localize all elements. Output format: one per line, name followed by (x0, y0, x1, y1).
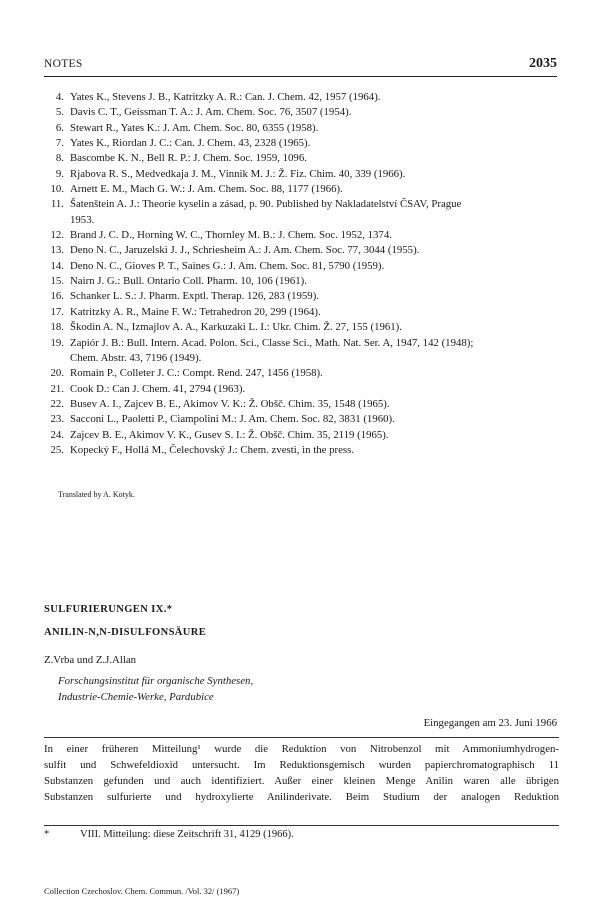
reference-text (64, 121, 559, 136)
reference-text (64, 305, 559, 320)
reference-number: 24. (50, 428, 64, 441)
translator-credit: Translated by A. Kotyk. (58, 490, 135, 499)
footnote-mark: * (44, 829, 50, 840)
reference-item (44, 182, 559, 197)
reference-line: Schanker L. S.: J. Pharm. Exptl. Therap. 126, 283 (1959). (70, 290, 319, 303)
reference-text (64, 274, 559, 289)
reference-text (64, 182, 559, 197)
footnote-text: VIII. Mitteilung: diese Zeitschrift 31, 4129 (1966). (80, 829, 294, 840)
reference-item (44, 366, 559, 381)
reference-item (44, 151, 559, 166)
reference-item (44, 443, 559, 458)
reference-item (44, 336, 559, 367)
reference-text (64, 366, 559, 381)
received-date: Eingegangen am 23. Juni 1966 (423, 717, 557, 729)
reference-line: Rjabova R. S., Medvedkaja J. M., Vinnik M. J.: Ž. Fiz. Chim. 40, 339 (1966). (70, 167, 406, 180)
reference-item (44, 274, 559, 289)
reference-line: Zajcev B. E., Akimov V. K., Gusev S. I.: Ž. Obšč. Chim. 35, 2119 (1965). (70, 428, 389, 441)
reference-line: Brand J. C. D., Horning W. C., Thornley M. B.: J. Chem. Soc. 1952, 1374. (70, 229, 392, 242)
reference-line: 1953. (70, 213, 95, 226)
reference-text (64, 289, 559, 304)
reference-text (64, 90, 559, 105)
reference-text (64, 259, 559, 274)
reference-text (64, 228, 559, 243)
reference-list (44, 90, 559, 458)
article-authors: Z.Vrba und Z.J.Allan (44, 654, 137, 666)
reference-number: 19. (50, 336, 64, 349)
reference-number: 23. (50, 413, 64, 426)
article-subtitle: ANILIN-N,N-DISULFONSÄURE (44, 627, 207, 638)
running-header (44, 56, 557, 77)
reference-item (44, 136, 559, 151)
reference-item (44, 228, 559, 243)
reference-text (64, 320, 559, 335)
reference-number: 10. (50, 183, 64, 196)
reference-line: Deno N. C., Jaruzelski J. J., Schriesheim A.: J. Am. Chem. Soc. 77, 3044 (1955). (70, 244, 420, 257)
reference-line: Yates K., Riordan J. C.: Can. J. Chem. 43, 2328 (1965). (70, 137, 311, 150)
article-title: SULFURIERUNGEN IX.* (44, 604, 173, 615)
reference-number: 12. (50, 229, 64, 242)
reference-number: 25. (50, 443, 64, 456)
reference-number: 17. (50, 305, 64, 318)
reference-number: 6. (55, 121, 64, 134)
reference-line: Škodin A. N., Izmajlov A. A., Karkuzaki L. I.: Ukr. Chim. Ž. 27, 155 (1961). (70, 321, 402, 334)
reference-text (64, 151, 559, 166)
reference-line: Sacconi L., Paoletti P., Ciampolini M.: J. Am. Chem. Soc. 82, 3831 (1960). (70, 413, 395, 426)
reference-number: 16. (50, 290, 64, 303)
institution-line: Forschungsinstitut für organische Synthesen, (58, 675, 254, 687)
reference-text (64, 197, 559, 228)
reference-item (44, 397, 559, 412)
reference-item (44, 428, 559, 443)
page-number: 2035 (529, 56, 557, 71)
reference-line: Yates K., Stevens J. B., Katritzky A. R.: Can. J. Chem. 42, 1957 (1964). (70, 91, 381, 103)
reference-text (64, 443, 559, 458)
reference-text (64, 105, 559, 120)
reference-line: Busev A. I., Zajcev B. E., Akimov V. K.: Ž. Obšč. Chim. 35, 1548 (1965). (70, 397, 390, 410)
body-line: In einer früheren Mitteilung¹ wurde die Reduktion von Nitrobenzol mit Ammoniumhydrogen- (44, 743, 559, 755)
reference-line: Katritzky A. R., Maine F. W.: Tetrahedron 20, 299 (1964). (70, 305, 321, 318)
institution (58, 674, 253, 705)
reference-number: 21. (50, 382, 64, 395)
institution-line: Industrie-Chemie-Werke, Pardubice (58, 690, 214, 703)
reference-text (64, 167, 559, 182)
reference-item (44, 105, 559, 120)
reference-text (64, 428, 559, 443)
reference-item (44, 121, 559, 136)
reference-line: Arnett E. M., Mach G. W.: J. Am. Chem. Soc. 88, 1177 (1966). (70, 183, 343, 196)
article-body (44, 737, 559, 805)
reference-text (64, 336, 559, 367)
reference-number: 7. (55, 137, 64, 150)
reference-line: Cook D.: Can J. Chem. 41, 2794 (1963). (70, 382, 246, 395)
section-label: NOTES (44, 58, 83, 70)
reference-item (44, 412, 559, 427)
reference-item (44, 243, 559, 258)
reference-text (64, 382, 559, 397)
reference-item (44, 259, 559, 274)
reference-text (64, 243, 559, 258)
reference-item (44, 382, 559, 397)
reference-number: 8. (55, 152, 64, 165)
journal-footer: Collection Czechoslov. Chem. Commun. /Vol. 32/ (1967) (44, 886, 240, 896)
body-line: Substanzen gefunden und auch identifiziert. Außer einer kleinen Menge Anilin waren alle übrigen (44, 775, 559, 787)
reference-text (64, 397, 559, 412)
reference-number: 11. (50, 198, 64, 211)
reference-number: 13. (50, 244, 64, 257)
reference-line: Deno N. C., Gioves P. T., Saines G.: J. Am. Chem. Soc. 81, 5790 (1959). (70, 259, 385, 272)
reference-item (44, 289, 559, 304)
reference-line: Bascombe K. N., Bell R. P.: J. Chem. Soc. 1959, 1096. (70, 152, 307, 165)
reference-text (64, 412, 559, 427)
reference-item (44, 320, 559, 335)
reference-number: 4. (55, 91, 64, 103)
body-line: Substanzen sulfurierte und hydroxylierte Anilinderivate. Beim Studium der analogen Reduktion (44, 791, 559, 803)
reference-item (44, 167, 559, 182)
reference-number: 22. (50, 397, 64, 410)
reference-line: Nairn J. G.: Bull. Ontario Coll. Pharm. 10, 106 (1961). (70, 275, 307, 288)
reference-line: Šatenštein A. J.: Theorie kyselin a zásad, p. 90. Published by Nakladatelství ČSAV, Prague (70, 198, 462, 211)
reference-line: Zapiór J. B.: Bull. Intern. Acad. Polon. Sci., Classe Sci., Math. Nat. Ser. A, 1947, 142 (1948); (70, 336, 474, 349)
reference-item (44, 90, 559, 105)
reference-number: 5. (55, 106, 64, 119)
reference-line: Chem. Abstr. 43, 7196 (1949). (70, 351, 202, 364)
reference-number: 20. (50, 367, 64, 380)
reference-number: 18. (50, 321, 64, 334)
reference-number: 14. (50, 259, 64, 272)
reference-number: 9. (55, 167, 64, 180)
reference-line: Davis C. T., Geissman T. A.: J. Am. Chem. Soc. 76, 3507 (1954). (70, 106, 352, 119)
reference-line: Stewart R., Yates K.: J. Am. Chem. Soc. 80, 6355 (1958). (70, 121, 319, 134)
footnote (44, 825, 559, 840)
reference-line: Romain P., Colleter J. C.: Compt. Rend. 247, 1456 (1958). (70, 367, 323, 380)
reference-item (44, 197, 559, 228)
reference-line: Kopecký F., Hollá M., Čelechovský J.: Chem. zvesti, in the press. (70, 443, 355, 456)
reference-text (64, 136, 559, 151)
body-line: sulfit und Schwefeldioxid untersucht. Im Reduktionsgemisch wurden papierchromatographisch 11 (44, 759, 559, 771)
reference-number: 15. (50, 275, 64, 288)
reference-item (44, 305, 559, 320)
